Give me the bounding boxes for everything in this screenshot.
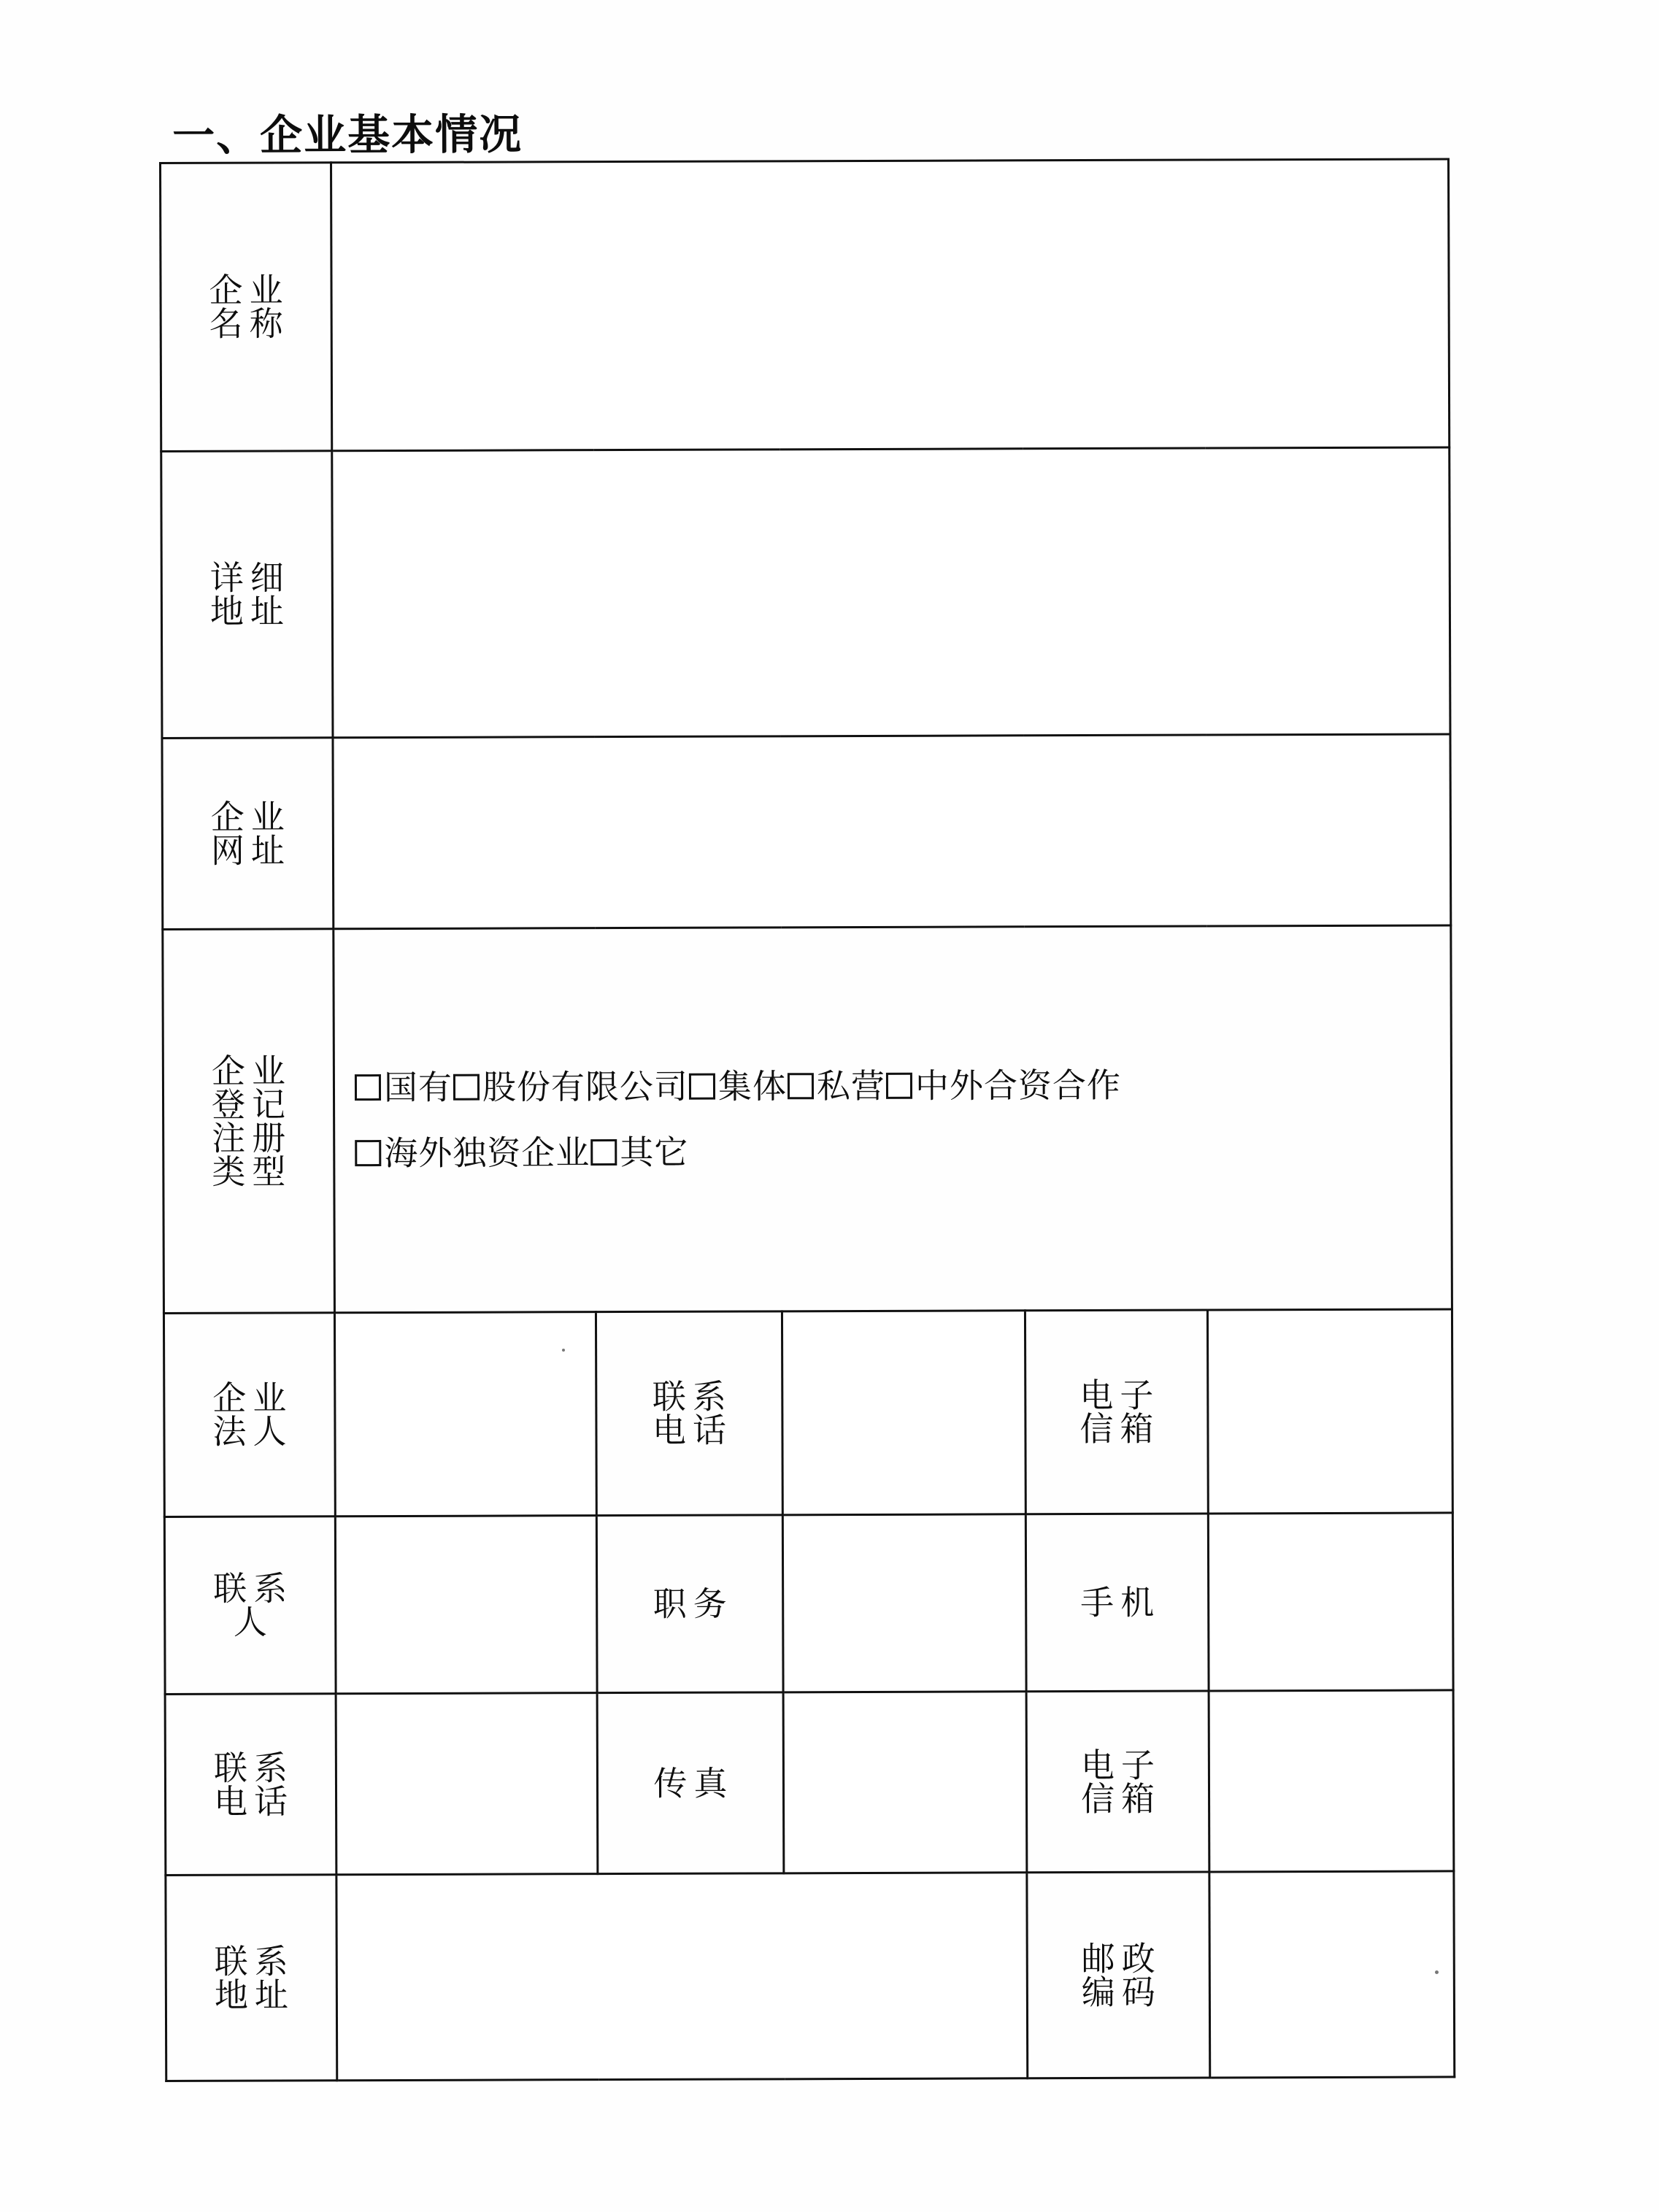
table-row [163, 925, 1452, 1314]
registration-options-line-1 [354, 1052, 1450, 1120]
row-label-contact-email [1026, 1691, 1209, 1873]
field-company-name[interactable] [331, 159, 1450, 451]
label-line: 邮政 [1081, 1938, 1162, 1978]
row-label-registration-type [163, 929, 335, 1314]
option-label-wholly-overseas-owned[interactable]: 海外独资企业 [384, 1132, 590, 1173]
label-line: 联系 [213, 1747, 294, 1788]
scan-speck [1435, 1970, 1439, 1974]
label-line: 地址 [209, 591, 291, 631]
label-line: 电话 [652, 1410, 734, 1450]
field-contact-mobile[interactable] [1208, 1513, 1453, 1691]
row-label-legal-representative [163, 1313, 335, 1517]
field-contact-address[interactable] [336, 1873, 1028, 2081]
label-line: 类型 [212, 1151, 293, 1192]
registration-options-line-2 [354, 1117, 1450, 1186]
label-line: 法人 [212, 1411, 293, 1452]
field-company-website[interactable] [333, 734, 1451, 929]
option-label-state-owned[interactable]: 国有 [383, 1067, 453, 1107]
checkbox-private-icon[interactable] [788, 1073, 814, 1099]
table-row [162, 734, 1451, 930]
label-line: 企业 [211, 1050, 292, 1091]
label-line: 人 [233, 1602, 274, 1642]
checkbox-sino-foreign-joint-venture-icon[interactable] [886, 1073, 912, 1099]
label-line: 职务 [653, 1584, 734, 1624]
table-row [161, 159, 1450, 452]
table-row [161, 447, 1450, 739]
option-label-other[interactable]: 其它 [620, 1132, 689, 1172]
option-label-collective[interactable]: 集体 [717, 1066, 788, 1106]
checkbox-state-owned-icon[interactable] [355, 1074, 381, 1101]
row-label-contact-fax [597, 1692, 784, 1874]
page-title: 一、企业基本情况 [172, 109, 523, 161]
label-line: 信箱 [1079, 1408, 1160, 1449]
row-label-contact-person [164, 1517, 336, 1695]
row-label-detailed-address [161, 451, 333, 739]
field-legal-rep-email[interactable] [1207, 1309, 1452, 1514]
label-line: 手机 [1080, 1582, 1161, 1623]
row-label-contact-position [596, 1515, 783, 1693]
label-line: 信箱 [1080, 1779, 1162, 1819]
label-line: 联系 [652, 1376, 733, 1417]
label-line: 地址 [214, 1974, 295, 2015]
field-registration-type-options [334, 925, 1452, 1313]
label-line: 联系 [213, 1568, 294, 1608]
label-line: 企业 [212, 1378, 293, 1418]
checkbox-collective-icon[interactable] [689, 1073, 715, 1099]
label-line: 注册 [212, 1117, 293, 1158]
row-label-legal-rep-email [1025, 1310, 1208, 1514]
label-line: 电子 [1079, 1375, 1160, 1416]
option-label-joint-stock-limited[interactable]: 股份有限公司 [482, 1066, 689, 1107]
label-line: 网址 [210, 830, 292, 871]
field-contact-fax[interactable] [783, 1692, 1027, 1873]
row-label-contact-mobile [1025, 1514, 1209, 1692]
checkbox-wholly-overseas-owned-icon[interactable] [355, 1140, 381, 1166]
label-line: 电话 [213, 1781, 295, 1822]
field-postal-code[interactable] [1209, 1871, 1455, 2078]
row-label-company-website [162, 738, 334, 930]
label-line: 编码 [1081, 1972, 1162, 2012]
row-label-company-name [161, 163, 332, 452]
field-contact-position[interactable] [782, 1514, 1026, 1692]
checkbox-other-icon[interactable] [590, 1139, 617, 1165]
table-row [166, 1871, 1455, 2081]
field-detailed-address[interactable] [332, 447, 1450, 738]
table-row [164, 1513, 1453, 1695]
field-legal-representative[interactable] [334, 1312, 596, 1517]
label-line: 联系 [214, 1941, 295, 1981]
registration-type-checkbox-group [335, 1043, 1451, 1195]
label-line: 传真 [653, 1763, 734, 1803]
checkbox-joint-stock-limited-icon[interactable] [453, 1074, 480, 1100]
row-label-contact-address [166, 1875, 337, 2081]
row-label-postal-code [1027, 1872, 1210, 2078]
label-line: 电子 [1080, 1745, 1161, 1785]
scan-speck [562, 1349, 565, 1352]
table-row [163, 1309, 1452, 1517]
field-contact-email[interactable] [1209, 1690, 1454, 1872]
option-label-sino-foreign-joint-venture[interactable]: 中外合资合作 [915, 1065, 1122, 1106]
field-legal-rep-phone[interactable] [782, 1311, 1025, 1515]
row-label-legal-rep-phone [596, 1311, 782, 1516]
table-row [165, 1690, 1454, 1876]
label-line: 名称 [209, 304, 290, 344]
label-line: 企业 [210, 796, 291, 837]
label-line: 企业 [209, 270, 290, 310]
label-line: 详细 [209, 558, 290, 598]
field-contact-person[interactable] [335, 1516, 597, 1694]
field-contact-phone[interactable] [336, 1693, 598, 1875]
row-label-contact-phone [165, 1694, 336, 1876]
option-label-private[interactable]: 私营 [816, 1065, 886, 1106]
enterprise-basic-info-table [159, 158, 1455, 2082]
label-line: 登记 [211, 1084, 293, 1125]
